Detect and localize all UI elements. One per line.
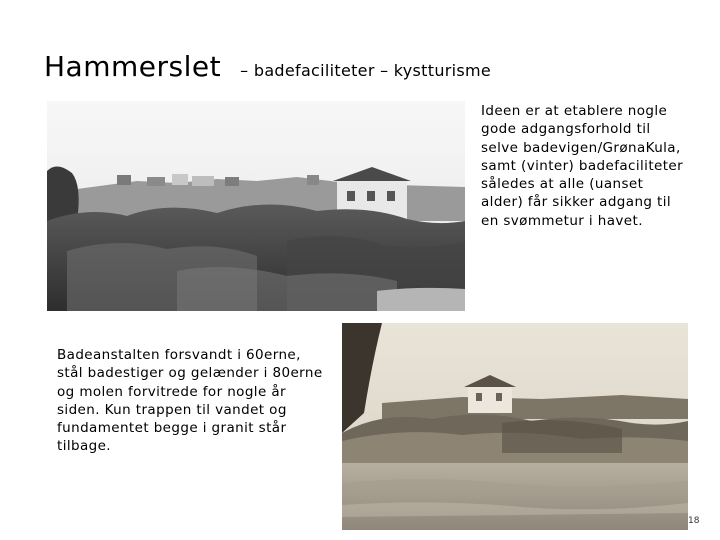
sepia-photo-bathing-house bbox=[342, 323, 688, 530]
historic-photo-coast bbox=[47, 101, 465, 311]
slide-title bbox=[44, 50, 491, 83]
subtitle-text: – badefaciliteter – kystturisme bbox=[240, 61, 492, 80]
page-number: 18 bbox=[688, 516, 700, 526]
project-idea-text: Ideen er at etablere nogle gode adgangsforhold til selve badevigen/GrønaKula, samt (vinter) badefaciliteter således at alle (uanset alder) får sikker adgang til en svømmetur i havet. bbox=[481, 103, 684, 229]
title-text: Hammerslet bbox=[44, 50, 222, 83]
history-text: Badeanstalten forsvandt i 60erne, stål badestiger og gelænder i 80erne og molen forvitrede for nogle år siden. Kun trappen til vandet og fundamentet begge i granit står tilbage. bbox=[57, 347, 323, 455]
